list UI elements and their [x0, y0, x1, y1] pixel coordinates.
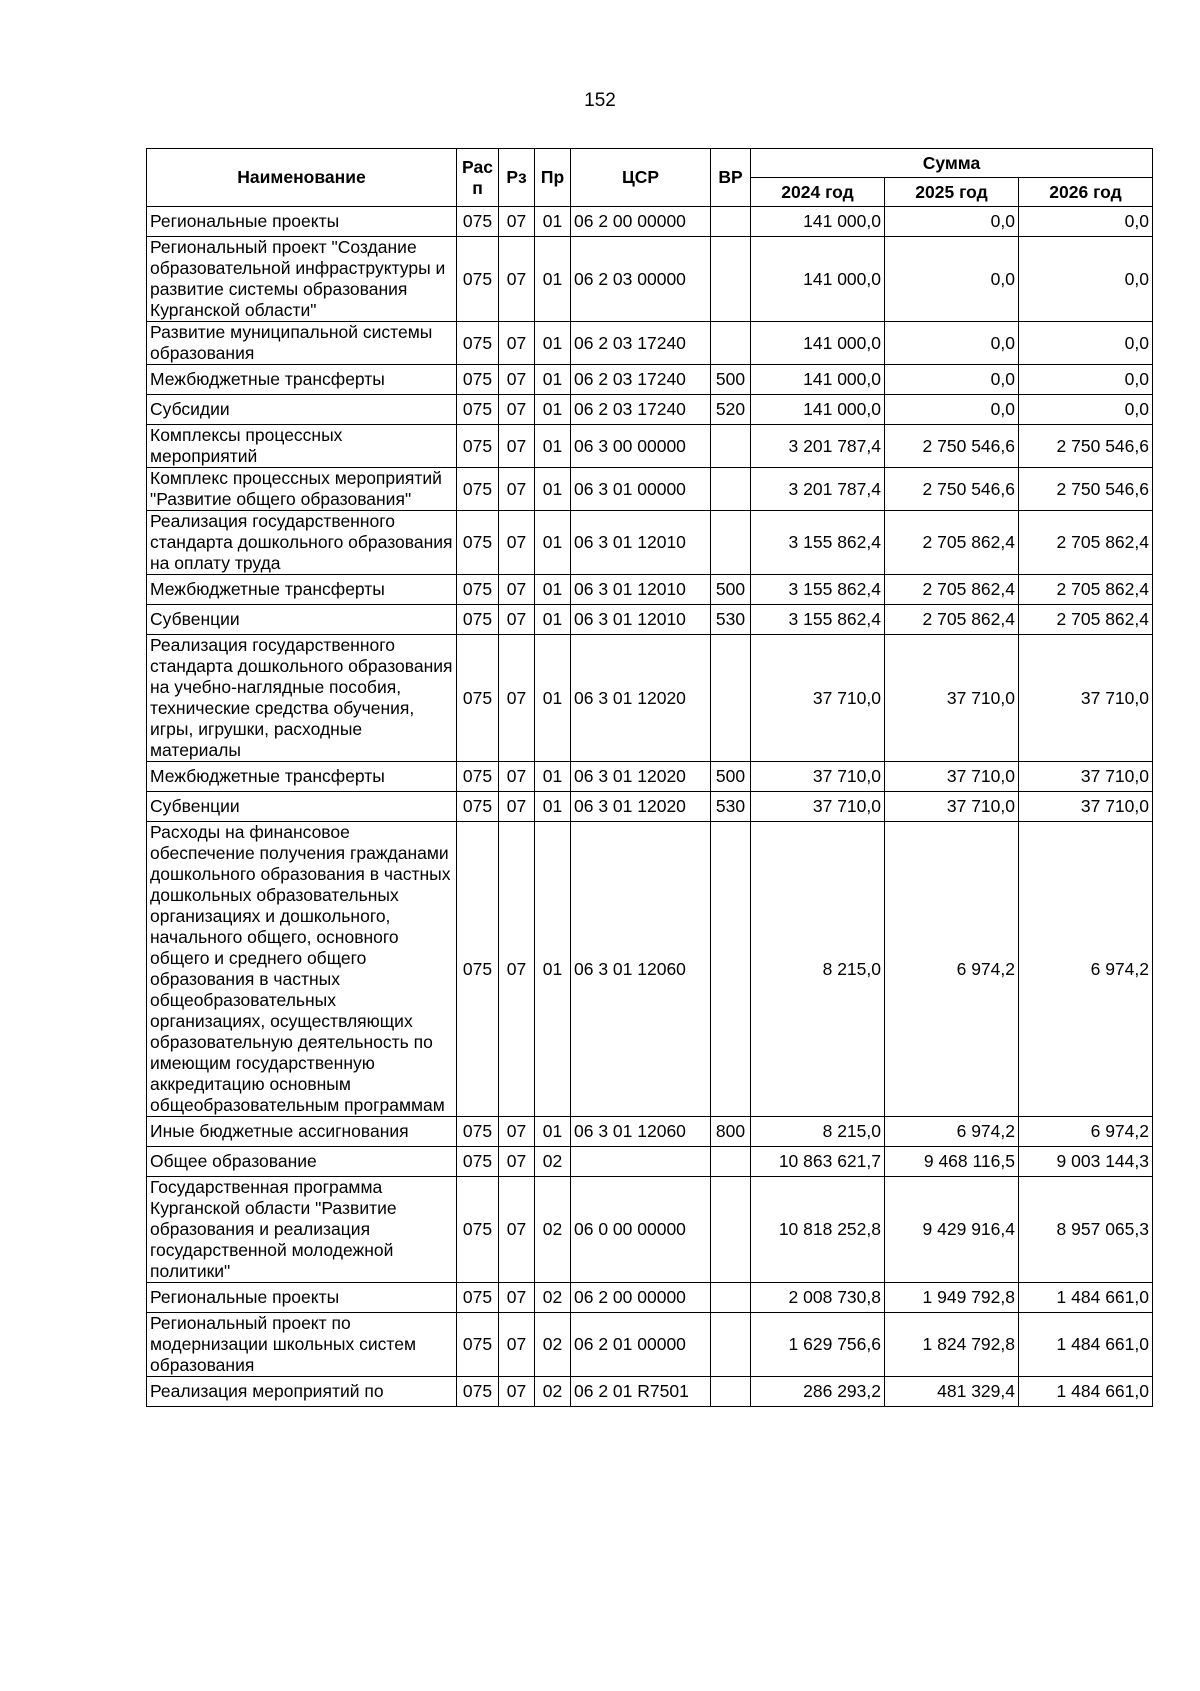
header-2024: 2024 год [751, 178, 885, 207]
cell-pr: 01 [535, 605, 571, 635]
cell-rz: 07 [499, 575, 535, 605]
cell-rasp: 075 [457, 1147, 499, 1177]
cell-rasp: 075 [457, 1377, 499, 1407]
cell-pr: 01 [535, 237, 571, 322]
header-vr: ВР [711, 149, 751, 207]
header-name: Наименование [147, 149, 457, 207]
cell-csr: 06 2 01 R7501 [571, 1377, 711, 1407]
cell-pr: 02 [535, 1377, 571, 1407]
header-csr: ЦСР [571, 149, 711, 207]
table-row [147, 1177, 1153, 1283]
cell-name: Комплекс процессных мероприятий "Развитие общего образования" [147, 468, 457, 511]
cell-2024: 8 215,0 [751, 822, 885, 1117]
cell-vr [711, 322, 751, 365]
cell-vr [711, 635, 751, 762]
table-row [147, 395, 1153, 425]
cell-2026: 37 710,0 [1019, 635, 1153, 762]
cell-name: Развитие муниципальной системы образования [147, 322, 457, 365]
cell-rasp: 075 [457, 635, 499, 762]
cell-2025: 481 329,4 [885, 1377, 1019, 1407]
cell-2024: 3 155 862,4 [751, 605, 885, 635]
cell-2024: 3 155 862,4 [751, 575, 885, 605]
cell-rasp: 075 [457, 425, 499, 468]
header-sum: Сумма [751, 149, 1153, 178]
table-row [147, 792, 1153, 822]
cell-rz: 07 [499, 605, 535, 635]
cell-name: Расходы на финансовое обеспечение получения гражданами дошкольного образования в частных дошкольных образовательных организациях и дошкольного, начального общего, основного общего и среднего общего образования в частных общеобразовательных организациях, осуществляющих образовательную деятельность по имеющим государственную аккредитацию основным общеобразовательным программам [147, 822, 457, 1117]
cell-csr: 06 2 03 17240 [571, 322, 711, 365]
cell-name: Общее образование [147, 1147, 457, 1177]
table-row [147, 1147, 1153, 1177]
cell-rasp: 075 [457, 511, 499, 575]
cell-rasp: 075 [457, 1117, 499, 1147]
table-row [147, 1313, 1153, 1377]
cell-2026: 2 750 546,6 [1019, 425, 1153, 468]
cell-name: Реализация государственного стандарта дошкольного образования на учебно-наглядные пособия, технические средства обучения, игры, игрушки, расходные материалы [147, 635, 457, 762]
cell-pr: 02 [535, 1147, 571, 1177]
cell-name: Межбюджетные трансферты [147, 365, 457, 395]
cell-rz: 07 [499, 468, 535, 511]
table-row [147, 207, 1153, 237]
header-rasp: Рас п [457, 149, 499, 207]
cell-vr: 520 [711, 395, 751, 425]
cell-2024: 141 000,0 [751, 207, 885, 237]
cell-2025: 6 974,2 [885, 822, 1019, 1117]
cell-vr: 530 [711, 792, 751, 822]
cell-vr [711, 425, 751, 468]
cell-rasp: 075 [457, 762, 499, 792]
cell-name: Региональные проекты [147, 207, 457, 237]
cell-vr: 500 [711, 762, 751, 792]
cell-2026: 0,0 [1019, 395, 1153, 425]
cell-2024: 141 000,0 [751, 237, 885, 322]
cell-2025: 2 750 546,6 [885, 425, 1019, 468]
cell-rasp: 075 [457, 365, 499, 395]
cell-2025: 2 705 862,4 [885, 575, 1019, 605]
cell-2026: 8 957 065,3 [1019, 1177, 1153, 1283]
cell-csr: 06 0 00 00000 [571, 1177, 711, 1283]
cell-rz: 07 [499, 1117, 535, 1147]
cell-vr [711, 468, 751, 511]
cell-rz: 07 [499, 425, 535, 468]
table-row [147, 822, 1153, 1117]
table-row [147, 322, 1153, 365]
cell-csr: 06 3 01 12010 [571, 575, 711, 605]
cell-pr: 01 [535, 575, 571, 605]
cell-2026: 2 750 546,6 [1019, 468, 1153, 511]
cell-vr [711, 1313, 751, 1377]
cell-2025: 0,0 [885, 207, 1019, 237]
cell-pr: 02 [535, 1283, 571, 1313]
cell-name: Субсидии [147, 395, 457, 425]
cell-2024: 37 710,0 [751, 635, 885, 762]
cell-2024: 141 000,0 [751, 322, 885, 365]
cell-rasp: 075 [457, 605, 499, 635]
cell-csr: 06 3 01 12020 [571, 635, 711, 762]
cell-csr: 06 3 01 12060 [571, 822, 711, 1117]
cell-vr [711, 511, 751, 575]
cell-name: Реализация государственного стандарта дошкольного образования на оплату труда [147, 511, 457, 575]
cell-rz: 07 [499, 762, 535, 792]
cell-2024: 141 000,0 [751, 365, 885, 395]
table-row [147, 365, 1153, 395]
cell-pr: 01 [535, 365, 571, 395]
cell-2026: 0,0 [1019, 237, 1153, 322]
cell-pr: 01 [535, 207, 571, 237]
cell-rz: 07 [499, 207, 535, 237]
cell-name: Региональный проект по модернизации школьных систем образования [147, 1313, 457, 1377]
cell-rz: 07 [499, 365, 535, 395]
cell-rasp: 075 [457, 1283, 499, 1313]
cell-2026: 37 710,0 [1019, 792, 1153, 822]
cell-2026: 6 974,2 [1019, 1117, 1153, 1147]
cell-rz: 07 [499, 395, 535, 425]
cell-2025: 0,0 [885, 395, 1019, 425]
cell-2026: 0,0 [1019, 207, 1153, 237]
cell-vr [711, 207, 751, 237]
cell-pr: 01 [535, 322, 571, 365]
cell-rz: 07 [499, 635, 535, 762]
cell-vr [711, 237, 751, 322]
cell-2024: 1 629 756,6 [751, 1313, 885, 1377]
cell-2026: 2 705 862,4 [1019, 605, 1153, 635]
cell-2025: 0,0 [885, 322, 1019, 365]
cell-name: Субвенции [147, 792, 457, 822]
cell-name: Реализация мероприятий по [147, 1377, 457, 1407]
cell-rz: 07 [499, 822, 535, 1117]
cell-2025: 2 705 862,4 [885, 511, 1019, 575]
cell-vr: 500 [711, 575, 751, 605]
cell-2024: 286 293,2 [751, 1377, 885, 1407]
cell-rasp: 075 [457, 207, 499, 237]
cell-csr: 06 3 01 12020 [571, 792, 711, 822]
cell-csr: 06 2 00 00000 [571, 1283, 711, 1313]
cell-2026: 2 705 862,4 [1019, 511, 1153, 575]
cell-rz: 07 [499, 1177, 535, 1283]
cell-csr: 06 3 01 12010 [571, 605, 711, 635]
cell-2024: 10 818 252,8 [751, 1177, 885, 1283]
cell-rasp: 075 [457, 237, 499, 322]
cell-pr: 01 [535, 425, 571, 468]
cell-name: Межбюджетные трансферты [147, 575, 457, 605]
table-row [147, 605, 1153, 635]
cell-csr: 06 2 00 00000 [571, 207, 711, 237]
cell-rasp: 075 [457, 822, 499, 1117]
cell-rz: 07 [499, 792, 535, 822]
cell-pr: 01 [535, 468, 571, 511]
cell-2024: 2 008 730,8 [751, 1283, 885, 1313]
cell-csr: 06 3 01 12020 [571, 762, 711, 792]
cell-name: Государственная программа Курганской области "Развитие образования и реализация государственной молодежной политики" [147, 1177, 457, 1283]
cell-2025: 6 974,2 [885, 1117, 1019, 1147]
budget-table [146, 148, 1153, 1407]
cell-name: Межбюджетные трансферты [147, 762, 457, 792]
cell-csr: 06 3 01 00000 [571, 468, 711, 511]
page-number: 152 [584, 90, 616, 111]
cell-vr: 530 [711, 605, 751, 635]
table-row [147, 635, 1153, 762]
cell-2026: 0,0 [1019, 365, 1153, 395]
cell-2024: 37 710,0 [751, 762, 885, 792]
cell-csr: 06 3 00 00000 [571, 425, 711, 468]
cell-rasp: 075 [457, 575, 499, 605]
cell-2024: 10 863 621,7 [751, 1147, 885, 1177]
cell-pr: 01 [535, 792, 571, 822]
cell-2025: 1 949 792,8 [885, 1283, 1019, 1313]
cell-2025: 1 824 792,8 [885, 1313, 1019, 1377]
cell-2025: 37 710,0 [885, 762, 1019, 792]
table-body [147, 207, 1153, 1407]
cell-2025: 0,0 [885, 365, 1019, 395]
cell-name: Иные бюджетные ассигнования [147, 1117, 457, 1147]
cell-2024: 37 710,0 [751, 792, 885, 822]
cell-rz: 07 [499, 1377, 535, 1407]
cell-rz: 07 [499, 1283, 535, 1313]
table-row [147, 1377, 1153, 1407]
cell-vr: 800 [711, 1117, 751, 1147]
cell-2025: 9 468 116,5 [885, 1147, 1019, 1177]
cell-2025: 2 705 862,4 [885, 605, 1019, 635]
cell-name: Региональные проекты [147, 1283, 457, 1313]
cell-pr: 02 [535, 1177, 571, 1283]
header-pr: Пр [535, 149, 571, 207]
table-row [147, 1117, 1153, 1147]
cell-csr: 06 2 03 00000 [571, 237, 711, 322]
cell-2025: 2 750 546,6 [885, 468, 1019, 511]
table-row [147, 1283, 1153, 1313]
cell-2024: 3 155 862,4 [751, 511, 885, 575]
cell-csr: 06 2 03 17240 [571, 365, 711, 395]
cell-rz: 07 [499, 1147, 535, 1177]
cell-csr [571, 1147, 711, 1177]
cell-csr: 06 2 03 17240 [571, 395, 711, 425]
cell-rasp: 075 [457, 468, 499, 511]
cell-pr: 01 [535, 762, 571, 792]
header-rz: Рз [499, 149, 535, 207]
cell-vr: 500 [711, 365, 751, 395]
cell-pr: 02 [535, 1313, 571, 1377]
cell-rz: 07 [499, 1313, 535, 1377]
table-header [147, 149, 1153, 207]
cell-pr: 01 [535, 822, 571, 1117]
table-row [147, 511, 1153, 575]
cell-rasp: 075 [457, 792, 499, 822]
cell-rz: 07 [499, 322, 535, 365]
cell-name: Субвенции [147, 605, 457, 635]
cell-rz: 07 [499, 237, 535, 322]
cell-2026: 1 484 661,0 [1019, 1283, 1153, 1313]
cell-vr [711, 1147, 751, 1177]
cell-vr [711, 1377, 751, 1407]
cell-pr: 01 [535, 635, 571, 762]
cell-pr: 01 [535, 511, 571, 575]
cell-2024: 141 000,0 [751, 395, 885, 425]
cell-rasp: 075 [457, 1313, 499, 1377]
cell-vr [711, 1177, 751, 1283]
cell-vr [711, 1283, 751, 1313]
cell-2025: 9 429 916,4 [885, 1177, 1019, 1283]
cell-name: Региональный проект "Создание образовательной инфраструктуры и развитие системы образования Курганской области" [147, 237, 457, 322]
cell-2024: 8 215,0 [751, 1117, 885, 1147]
cell-2026: 1 484 661,0 [1019, 1313, 1153, 1377]
cell-2026: 37 710,0 [1019, 762, 1153, 792]
cell-2026: 1 484 661,0 [1019, 1377, 1153, 1407]
table-row [147, 237, 1153, 322]
cell-rasp: 075 [457, 395, 499, 425]
cell-2026: 6 974,2 [1019, 822, 1153, 1117]
cell-csr: 06 3 01 12060 [571, 1117, 711, 1147]
table-row [147, 762, 1153, 792]
cell-csr: 06 3 01 12010 [571, 511, 711, 575]
cell-2024: 3 201 787,4 [751, 425, 885, 468]
cell-2026: 2 705 862,4 [1019, 575, 1153, 605]
cell-pr: 01 [535, 395, 571, 425]
cell-pr: 01 [535, 1117, 571, 1147]
table-row [147, 425, 1153, 468]
cell-csr: 06 2 01 00000 [571, 1313, 711, 1377]
cell-rasp: 075 [457, 322, 499, 365]
cell-2026: 0,0 [1019, 322, 1153, 365]
header-2025: 2025 год [885, 178, 1019, 207]
cell-2024: 3 201 787,4 [751, 468, 885, 511]
cell-2025: 37 710,0 [885, 635, 1019, 762]
cell-rasp: 075 [457, 1177, 499, 1283]
cell-2026: 9 003 144,3 [1019, 1147, 1153, 1177]
cell-rz: 07 [499, 511, 535, 575]
cell-2025: 0,0 [885, 237, 1019, 322]
table-row [147, 468, 1153, 511]
cell-2025: 37 710,0 [885, 792, 1019, 822]
cell-vr [711, 822, 751, 1117]
header-2026: 2026 год [1019, 178, 1153, 207]
cell-name: Комплексы процессных мероприятий [147, 425, 457, 468]
table-row [147, 575, 1153, 605]
